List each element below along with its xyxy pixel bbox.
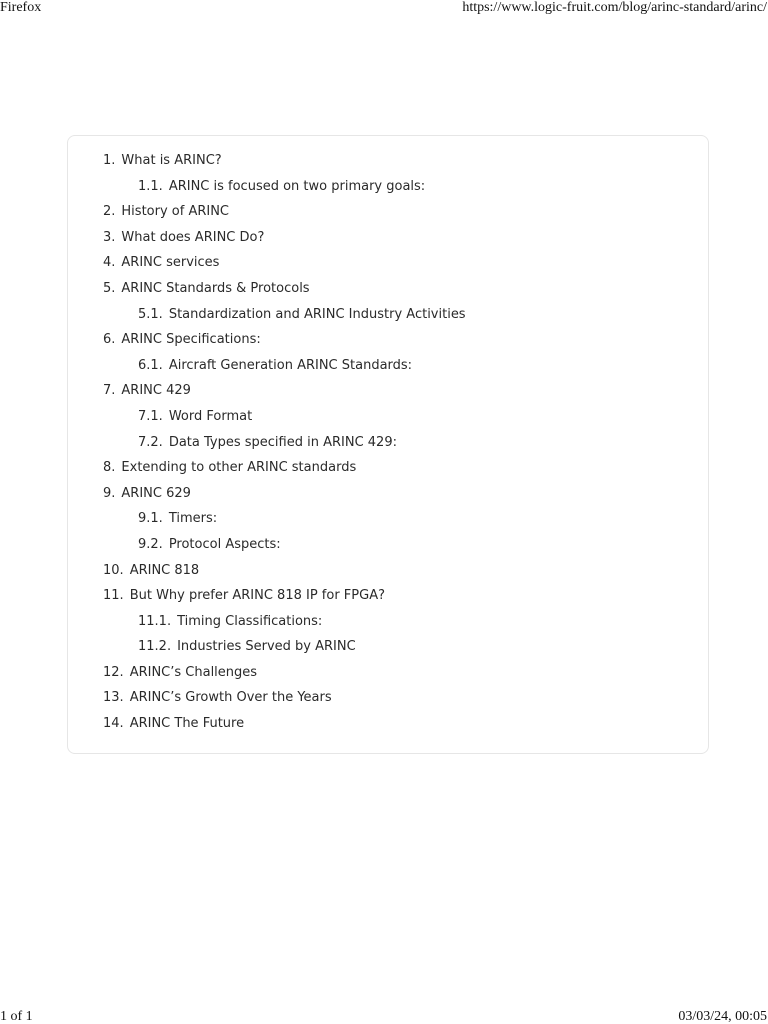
toc-item-label: What is ARINC? [121,153,222,168]
toc-item-link[interactable] [103,711,466,737]
toc-item-label: ARINC’s Challenges [129,664,258,680]
toc-item-number: 3. [103,229,116,245]
toc-item-number: 14. [103,716,124,732]
toc-subitem-link[interactable] [103,404,466,430]
toc-item-label: Standardization and ARINC Industry Activities [168,306,466,322]
toc-subitem-link[interactable] [103,353,466,379]
toc-item-link[interactable] [103,199,466,225]
toc-item-number: 11.2. [138,639,172,655]
toc-item-label: But Why prefer ARINC 818 IP for FPGA? [129,588,385,604]
toc-item-label: Industries Served by ARINC [177,639,356,655]
toc-item-link[interactable] [103,250,466,276]
toc-item-link[interactable] [103,148,466,174]
toc-subitem-link[interactable] [103,302,466,328]
toc-item-number: 7.2. [138,434,163,450]
toc-list [103,148,466,737]
toc-item-label: Data Types specified in ARINC 429: [168,434,397,450]
toc-item-label: Word Format [168,408,253,424]
toc-item-number: 1.1. [138,178,163,194]
toc-item-number: 9.1. [138,511,163,527]
toc-item-link[interactable] [103,225,466,251]
toc-item-label: ARINC’s Growth Over the Years [129,690,332,706]
toc-item-number: 5. [103,280,116,296]
print-footer-datetime: 03/03/24, 00:05 [678,1009,767,1024]
toc-item-label: ARINC 629 [121,485,191,501]
toc-item-label: Aircraft Generation ARINC Standards: [168,357,413,373]
toc-item-number: 8. [103,460,116,476]
toc-item-number: 10. [103,562,124,578]
print-header-url: https://www.logic-fruit.com/blog/arinc-standard/arinc/ [462,0,767,15]
toc-item-number: 13. [103,690,124,706]
toc-item-label: ARINC 429 [121,383,191,399]
toc-item-link[interactable] [103,455,466,481]
print-footer-page-indicator: 1 of 1 [0,1009,33,1024]
toc-item-link[interactable] [103,378,466,404]
toc-item-label: ARINC Specifications: [121,332,261,348]
toc-item-label: ARINC 818 [129,562,200,578]
print-header-app-name: Firefox [0,0,42,15]
table-of-contents [67,135,709,754]
toc-item-number: 7.1. [138,408,163,424]
toc-item-number: 11. [103,588,124,604]
toc-subitem-link[interactable] [103,532,466,558]
toc-item-number: 12. [103,664,124,680]
toc-item-number: 11.1. [138,613,172,629]
toc-item-number: 6.1. [138,357,163,373]
toc-item-label: What does ARINC Do? [121,229,265,245]
toc-item-label: ARINC The Future [129,716,245,732]
toc-item-number: 2. [103,204,116,220]
toc-item-link[interactable] [103,327,466,353]
toc-item-link[interactable] [103,558,466,584]
toc-item-number: 9. [103,485,116,501]
toc-subitem-link[interactable] [103,609,466,635]
toc-item-label: Timers: [168,511,218,527]
toc-item-number: 1. [103,153,116,168]
toc-subitem-link[interactable] [103,174,466,200]
toc-item-label: ARINC is focused on two primary goals: [168,178,426,194]
toc-item-number: 4. [103,255,116,271]
toc-item-number: 7. [103,383,116,399]
toc-item-label: ARINC Standards & Protocols [121,280,310,296]
toc-item-link[interactable] [103,685,466,711]
toc-item-link[interactable] [103,660,466,686]
toc-item-link[interactable] [103,481,466,507]
toc-item-label: History of ARINC [121,204,230,220]
toc-subitem-link[interactable] [103,506,466,532]
toc-item-number: 6. [103,332,116,348]
toc-item-label: ARINC services [121,255,220,271]
toc-item-number: 9.2. [138,536,163,552]
toc-item-number: 5.1. [138,306,163,322]
toc-subitem-link[interactable] [103,430,466,456]
toc-subitem-link[interactable] [103,634,466,660]
toc-item-label: Extending to other ARINC standards [121,460,357,476]
toc-item-label: Timing Classifications: [177,613,323,629]
toc-item-link[interactable] [103,276,466,302]
toc-item-label: Protocol Aspects: [168,536,281,552]
toc-item-link[interactable] [103,583,466,609]
